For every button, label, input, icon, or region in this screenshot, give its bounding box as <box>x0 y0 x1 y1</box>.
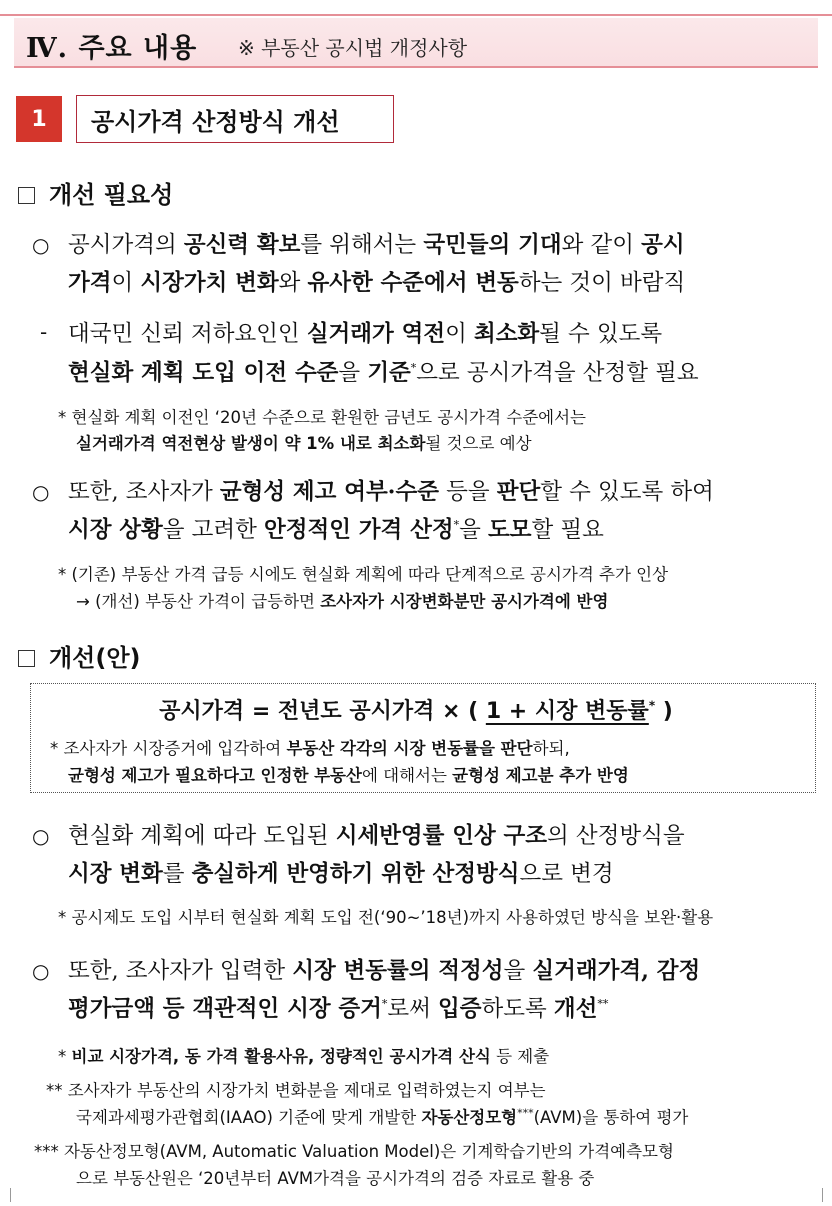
text-run: 시세반영률 인상 구조 <box>335 823 547 849</box>
text-run: * <box>453 518 460 532</box>
text-run: 로써 <box>387 996 439 1022</box>
text-run: 시장 상황 <box>68 517 163 543</box>
text-run: 를 위해서는 <box>300 232 424 258</box>
text-run: 대국민 신뢰 저하요인인 <box>68 321 307 347</box>
square-box-icon <box>18 187 35 204</box>
text-run: 균형성 제고 여부·수준 <box>219 479 439 505</box>
text-run: * 조사자가 시장증거에 입각하여 <box>50 739 287 758</box>
text-run: 국제과세평가관협회(IAAO) <box>76 1108 273 1127</box>
page-title: Ⅳ. 주요 내용 <box>26 33 198 64</box>
text-run: 를 <box>162 861 192 887</box>
note-2-line-1: * (기존) 부동산 가격 급등 시에도 현실화 계획에 따라 단계적으로 공시가격 추가 인상 <box>58 565 669 584</box>
text-run: 에 대해서는 <box>361 766 453 785</box>
note-4 <box>58 1043 549 1067</box>
text-run: 공시 <box>641 232 685 258</box>
heading-need <box>18 175 173 210</box>
note-2-line-2 <box>76 588 608 612</box>
text-run: 을 <box>338 360 368 386</box>
para-5-line-2 <box>68 991 608 1023</box>
text-run: 안정적인 가격 산정 <box>264 517 454 543</box>
formula-note-line-2 <box>68 762 629 786</box>
text-run: * <box>381 997 388 1011</box>
text-run: 을 <box>503 958 533 984</box>
para-4-line-1 <box>68 818 685 850</box>
text-run: → (개선) 부동산 가격이 급등하면 <box>76 592 321 611</box>
text-run: 될 수 있도록 <box>539 321 663 347</box>
formula-right: ) <box>655 699 673 724</box>
text-run: ** <box>597 997 609 1011</box>
text-run: 기준 <box>367 360 411 386</box>
para-2-line-1 <box>68 316 662 348</box>
text-run: 또한, 조사자가 입력한 <box>68 958 293 984</box>
text-run: 을 <box>459 517 488 543</box>
text-run: 개선 <box>553 996 598 1022</box>
dash-bullet-icon: - <box>40 320 48 344</box>
text-run: 현실화 계획에 따라 도입된 <box>68 823 336 849</box>
circle-bullet-icon: ○ <box>32 480 50 504</box>
note-5-line-2 <box>76 1104 688 1128</box>
square-box-icon <box>18 650 35 667</box>
page-corner-mark <box>10 1188 11 1202</box>
text-run: 균형성 제고분 추가 반영 <box>452 766 629 785</box>
text-run: 공신력 확보 <box>183 232 301 258</box>
text-run: 하는 것이 바람직 <box>518 270 686 296</box>
note-1-line-1: * 현실화 계획 이전인 ‘20년 수준으로 환원한 금년도 공시가격 수준에서는 <box>58 408 586 427</box>
para-1-line-1 <box>68 227 685 259</box>
text-run: 의 산정방식을 <box>547 823 685 849</box>
formula-note-line-1 <box>50 735 570 759</box>
circle-bullet-icon: ○ <box>32 233 50 257</box>
text-run: 현실화 계획 도입 이전 수준 <box>68 360 339 386</box>
text-run: 시장 변동률의 적정성 <box>292 958 504 984</box>
text-run: 을 고려한 <box>162 517 265 543</box>
text-run: 하되, <box>532 739 570 758</box>
text-run: 유사한 수준에서 변동 <box>307 270 519 296</box>
text-run: 으로 공시가격을 산정할 필요 <box>416 360 699 386</box>
text-run: 조사자가 시장변화분만 공시가격에 반영 <box>320 592 609 611</box>
text-run: 될 것으로 예상 <box>425 434 532 453</box>
text-run: 할 수 있도록 하여 <box>540 479 714 505</box>
note-6-line-1: *** 자동산정모형(AVM, Automatic Valuation Model)은 기계학습기반의 가격예측모형 <box>34 1142 674 1161</box>
formula <box>0 694 832 725</box>
text-run: 시장가치 변화 <box>140 270 279 296</box>
text-run: 평가금액 등 객관적인 시장 증거 <box>68 996 382 1022</box>
note-5-line-1: ** 조사자가 부동산의 시장가치 변화분을 제대로 입력하였는지 여부는 <box>46 1081 546 1100</box>
text-run: 실거래가 역전 <box>306 321 446 347</box>
text-run: 균형성 제고가 필요하다고 인정한 부동산 <box>68 766 362 785</box>
note-6-line-2: 으로 부동산원은 ‘20년부터 AVM가격을 공시가격의 검증 자료로 활용 중 <box>76 1169 595 1188</box>
page-corner-mark <box>822 1188 823 1202</box>
para-4-line-2 <box>68 856 614 888</box>
text-run: 실거래가격, 감정 <box>532 958 701 984</box>
text-run: 부동산 각각의 시장 변동률을 판단 <box>286 739 533 758</box>
para-3-line-1 <box>68 474 714 506</box>
heading-plan-label: 개선(안) <box>49 644 141 672</box>
text-run: * <box>410 361 417 375</box>
section-number: 1 <box>16 96 62 142</box>
text-run: 비교 시장가격, 동 가격 활용사유, 정량적인 공시가격 산식 <box>71 1047 491 1066</box>
text-run: 와 <box>278 270 308 296</box>
formula-star: * <box>648 698 656 713</box>
text-run: 시장 변화 <box>68 861 163 887</box>
para-3-line-2 <box>68 512 604 544</box>
text-run: 이 <box>445 321 474 347</box>
text-run: 가격 <box>68 270 112 296</box>
circle-bullet-icon: ○ <box>32 824 50 848</box>
para-5-line-1 <box>68 953 700 985</box>
text-run: 실거래가격 역전현상 발생이 약 1% 내로 최소화 <box>76 434 426 453</box>
header-top-rule <box>0 14 832 16</box>
text-run: (AVM)을 통하여 평가 <box>533 1108 689 1127</box>
text-run: 도모 <box>487 517 532 543</box>
text-run: 기준에 맞게 개발한 <box>272 1108 422 1127</box>
text-run: 하도록 <box>481 996 554 1022</box>
para-1-line-2 <box>68 265 685 297</box>
formula-term: 1 + 시장 변동률 <box>485 699 649 724</box>
note-1-line-2 <box>76 430 532 454</box>
note-3: * 공시제도 도입 시부터 현실화 계획 도입 전(‘90~’18년)까지 사용하였던 방식을 보완·활용 <box>58 908 714 927</box>
text-run: 이 <box>111 270 141 296</box>
text-run: 할 필요 <box>531 517 604 543</box>
text-run: 등을 <box>439 479 497 505</box>
para-2-line-2 <box>68 355 699 387</box>
text-run: 공시가격의 <box>68 232 184 258</box>
page-subtitle: ※ 부동산 공시법 개정사항 <box>238 36 468 60</box>
text-run: 으로 변경 <box>519 861 614 887</box>
section-title: 공시가격 산정방식 개선 <box>76 95 394 143</box>
heading-need-label: 개선 필요성 <box>49 181 174 209</box>
text-run: 와 같이 <box>561 232 642 258</box>
text-run: *** <box>517 1106 534 1120</box>
text-run: 자동산정모형 <box>421 1108 518 1127</box>
heading-plan <box>18 638 141 673</box>
text-run: * <box>58 1047 72 1066</box>
circle-bullet-icon: ○ <box>32 959 50 983</box>
header-bottom-rule <box>14 66 818 68</box>
text-run: 또한, 조사자가 <box>68 479 220 505</box>
text-run: 충실하게 반영하기 위한 산정방식 <box>191 861 520 887</box>
text-run: 입증 <box>438 996 482 1022</box>
formula-left: 공시가격 = 전년도 공시가격 × ( <box>159 699 486 724</box>
text-run: 국민들의 기대 <box>423 232 562 258</box>
text-run: 등 제출 <box>490 1047 550 1066</box>
text-run: 최소화 <box>473 321 540 347</box>
text-run: 판단 <box>496 479 541 505</box>
